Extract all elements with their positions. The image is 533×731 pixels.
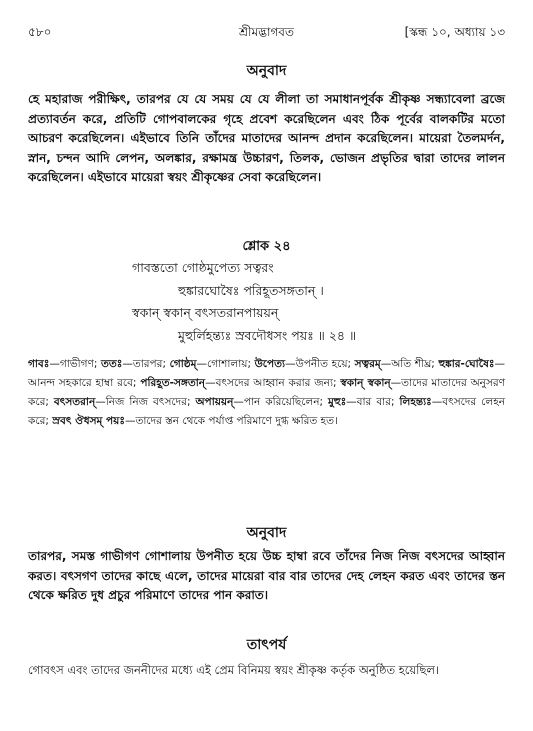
synonym-term: সত্বরম্‌ <box>354 358 381 370</box>
synonym-meaning: নিজ নিজ বৎসদের; <box>105 396 196 408</box>
synonym-meaning: অতি শীঘ্র; <box>391 358 439 370</box>
purport-heading: তাৎপর্য <box>246 637 287 653</box>
synonym-meaning: বৎসদের আহ্বান করার জন্য; <box>215 377 341 389</box>
synonym-term: মুহুঃ <box>328 396 347 408</box>
synonym-meaning: তারপর; <box>132 358 170 370</box>
synonym-meaning: বৎসদের লেহন করে; <box>28 396 506 427</box>
verse-heading: শ্লোক ২৪ <box>242 239 291 254</box>
chapter-reference: [স্কন্ধ ১০, অধ্যায় ১৩ <box>404 25 505 39</box>
verse-line-4: মুহুর্লিহন্ত্যঃ স্রবদৌধসং পয়ঃ ॥ ২৪ ॥ <box>178 328 357 343</box>
synonym-meaning: উপনীত হয়ে; <box>295 358 355 370</box>
purport-paragraph: গোবৎস এবং তাদের জননীদের মধ্যে এই প্রেম বিনিময় স্বয়ং শ্রীকৃষ্ণ কর্তৃক অনুষ্ঠিত হয়েছিল। <box>28 663 440 677</box>
synonym-term: বৎসতরান্‌ <box>53 396 96 408</box>
translation-heading-2: অনুবাদ <box>246 525 287 541</box>
synonym-meaning: গোশালায়; <box>206 358 255 370</box>
synonym-term: উপেত্য <box>254 358 286 370</box>
synonym-meaning: গাভীগণ; <box>59 358 101 370</box>
synonym-term: স্বকান্‌ স্বকান্‌ <box>340 377 391 389</box>
translation-heading: অনুবাদ <box>246 63 287 79</box>
page-number: ৫৮০ <box>28 25 52 39</box>
synonym-term: লিহন্ত্যঃ <box>399 396 432 408</box>
synonym-term: ততঃ <box>101 358 123 370</box>
verse-line-1: গাবস্ততো গোষ্ঠমুপেত্য সত্বরং <box>132 260 274 275</box>
synonyms-paragraph: গাবঃ—গাভীগণ; ততঃ—তারপর; গোষ্ঠম্‌—গোশালায়; উপেত্য—উপনীত হয়ে; সত্বরম্‌—অতি শীঘ্র; হুঙ্কার-ঘোষৈঃ—আনন্দ সহকারে হাম্বা রবে; পরিহূত-সঙ্গতান্‌—বৎসদের আহ্বান করার জন্য; স্বকান্‌ স্বকান্‌—তাদের মাতাদের অনুসরণ করে; বৎসতরান্‌—নিজ নিজ বৎসদের; অপায়য়ন্‌—পান করিয়েছিলেন; মুহুঃ—বার বার; লিহন্ত্যঃ—বৎসদের লেহন করে; স্রবৎ ঔধসম্‌ পয়ঃ—তাদের স্তন থেকে পর্যাপ্ত পরিমাণে দুগ্ধ ক্ষরিত হত। <box>28 358 506 427</box>
synonym-meaning: বার বার; <box>356 396 400 408</box>
synonym-term: অপায়য়ন্‌ <box>195 396 234 408</box>
verse-line-2: হুঙ্কারঘোষৈঃ পরিহূতসঙ্গতান্‌ । <box>178 283 324 298</box>
synonym-meaning: আনন্দ সহকারে হাম্বা রবে; <box>28 377 141 389</box>
synonym-term: পরিহূত-সঙ্গতান্‌ <box>140 377 206 389</box>
verse-line-3: স্বকান্‌ স্বকান্‌ বৎসতরানপায়য়ন্‌ <box>132 305 279 320</box>
synonym-meaning: তাদের মাতাদের অনুসরণ করে; <box>28 377 506 408</box>
running-title: শ্রীমদ্ভাগবত <box>238 25 294 39</box>
synonym-term: হুঙ্কার-ঘোষৈঃ <box>438 358 495 370</box>
page-header <box>28 22 505 42</box>
synonym-meaning: তাদের স্তন থেকে পর্যাপ্ত পরিমাণে দুগ্ধ ক্ষরিত হত। <box>135 415 338 427</box>
synonym-term: স্রবৎ ঔধসম্‌ পয়ঃ <box>52 415 125 427</box>
synonym-term: গাবঃ <box>28 358 50 370</box>
synonym-term: গোষ্ঠম্‌ <box>169 358 197 370</box>
translation-paragraph-2: তারপর, সমস্ত গাভীগণ গোশালায় উপনীত হয়ে উচ্চ হাম্বা রবে তাঁদের নিজ নিজ বৎসদের আহ্বান করত। বৎসগণ তাদের কাছে এলে, তাদের মায়েরা বার বার তাদের দেহ লেহন করত এবং তাদের স্তন থেকে ক্ষরিত দুধ প্রচুর পরিমাণে তাদের পান করাত। <box>28 549 505 602</box>
synonym-meaning: পান করিয়েছিলেন; <box>243 396 329 408</box>
translation-paragraph: হে মহারাজ পরীক্ষিৎ, তারপর যে যে সময় যে যে লীলা তা সমাধানপূর্বক শ্রীকৃষ্ণ সন্ধ্যাবেলা ব্রজে প্রত্যাবর্তন করে, প্রতিটি গোপবালকের গৃহে প্রবেশ করেছিলেন এবং ঠিক পূর্বের বালকটির মতো আচরণ করেছিলেন। এইভাবে তিনি তাঁদের মাতাদের আনন্দ প্রদান করেছিলেন। মায়েরা তৈলমর্দন, স্নান, চন্দন আদি লেপন, অলঙ্কার, রক্ষামন্ত্র উচ্চারণ, তিলক, ভোজন প্রভৃতির দ্বারা তাদের লালন করেছিলেন। এইভাবে মায়েরা স্বয়ং শ্রীকৃষ্ণের সেবা করেছিলেন। <box>28 92 505 184</box>
